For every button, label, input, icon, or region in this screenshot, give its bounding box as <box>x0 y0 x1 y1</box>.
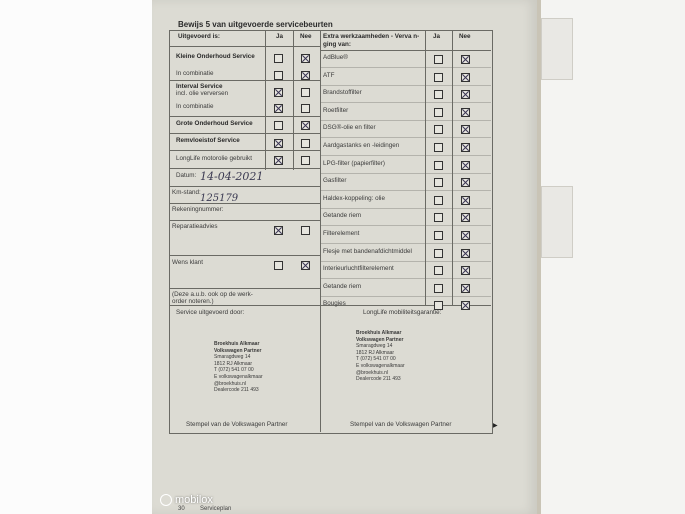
row-line <box>169 186 320 187</box>
extra-row-line <box>320 278 491 279</box>
kmstand-handwritten: 125179 <box>200 193 239 204</box>
extra-row-label: ATF <box>323 71 335 79</box>
extra-row-ja-checkbox[interactable] <box>434 108 443 117</box>
checkbox-interval-nee[interactable] <box>301 88 310 97</box>
left-nee-header: Nee <box>300 33 312 40</box>
note-line2: order noteren.) <box>172 298 214 305</box>
left-nee-divider <box>293 30 294 170</box>
longlife-garantie-label: LongLife mobiliteitsgarantie: <box>363 309 442 316</box>
extra-row-ja-checkbox[interactable] <box>434 90 443 99</box>
extra-row-line <box>320 261 491 262</box>
extra-row-nee-checkbox[interactable] <box>461 284 470 293</box>
reparatieadvies-label: Reparatieadvies <box>172 223 218 230</box>
row-label-interval-service: Interval Service <box>176 83 223 90</box>
stempel-label-right: Stempel van de Volkswagen Partner <box>350 421 452 428</box>
extra-row-ja-checkbox[interactable] <box>434 73 443 82</box>
right-ja-header: Ja <box>433 33 441 40</box>
extra-row-label: DSG®-olie en filter <box>323 124 376 132</box>
extra-row-label: Aardgastanks en -leidingen <box>323 142 400 149</box>
row-line <box>169 133 320 134</box>
stamp-line-8: Dealercode 211 493 <box>214 387 259 394</box>
extra-row-ja-checkbox[interactable] <box>434 125 443 134</box>
row-label-grote-onderhoud: Grote Onderhoud Service <box>176 120 253 127</box>
row-line <box>169 150 320 151</box>
row-label-in-combinatie: In combinatie <box>176 70 214 77</box>
datum-handwritten: 14-04-2021 <box>200 170 264 183</box>
extra-row-nee-checkbox[interactable] <box>461 90 470 99</box>
page-number: 30 <box>178 506 185 512</box>
extra-row-ja-checkbox[interactable] <box>434 55 443 64</box>
extra-row-line <box>320 208 491 209</box>
extra-title-line1: Extra werkzaamheden - Verva n- <box>323 33 420 40</box>
extra-row-line <box>320 296 491 297</box>
extra-title-line2: ging van: <box>323 41 351 48</box>
extra-row-label: Getande riem <box>323 212 362 220</box>
extra-row-ja-checkbox[interactable] <box>434 196 443 205</box>
stamp-line-7: @broekhuis.nl <box>214 380 247 387</box>
extra-row-label: Gasfilter <box>323 177 347 185</box>
extra-row-label: Getande riem <box>323 282 362 290</box>
stamp-line-6: E volkswagenalkmaar <box>214 373 263 380</box>
datum-label: Datum: <box>176 172 197 179</box>
right-nee-divider <box>452 30 453 305</box>
checkbox-longlife-nee[interactable] <box>301 156 310 165</box>
checkbox-rem-nee[interactable] <box>301 139 310 148</box>
extra-row-line <box>320 243 491 244</box>
extra-row-line <box>320 155 491 156</box>
row-line <box>169 168 320 169</box>
extra-row-label: AdBlue® <box>323 54 348 61</box>
extra-row-nee-checkbox[interactable] <box>461 108 470 117</box>
extra-row-ja-checkbox[interactable] <box>434 213 443 222</box>
extra-row-ja-checkbox[interactable] <box>434 266 443 275</box>
extra-row-label: Haldex-koppeling: olie <box>323 194 385 202</box>
extra-row-label: LPG-filter (papierfilter) <box>323 159 385 167</box>
page-heading: Bewijs 5 van uitgevoerde servicebeurten <box>178 20 333 29</box>
stamp-line-8: Dealercode 211 493 <box>356 376 401 383</box>
stamp-line-2: Volkswagen Partner <box>214 347 262 354</box>
extra-row-nee-checkbox[interactable] <box>461 125 470 134</box>
extra-row-line <box>320 85 491 86</box>
next-arrow-icon: ▶ <box>493 423 498 429</box>
extra-row-line <box>320 225 491 226</box>
row-label-interval-sub: incl. olie verversen <box>176 90 229 97</box>
mobilox-logo-icon <box>160 494 172 506</box>
stempel-label-left: Stempel van de Volkswagen Partner <box>186 421 288 428</box>
service-by-label: Service uitgevoerd door: <box>176 309 245 316</box>
stamp-line-3: Smaragdweg 14 <box>356 343 393 350</box>
page-edge <box>537 0 541 514</box>
extra-row-ja-checkbox[interactable] <box>434 143 443 152</box>
watermark <box>160 494 213 506</box>
uitgevoerd-title: Uitgevoerd is: <box>178 33 220 40</box>
stamp-line-5: T (072) 541 07 00 <box>214 367 254 374</box>
extra-row-nee-checkbox[interactable] <box>461 73 470 82</box>
extra-row-nee-checkbox[interactable] <box>461 301 470 310</box>
checkbox-reparatie-ja[interactable] <box>274 226 283 235</box>
checkbox-wens-nee[interactable] <box>301 261 310 270</box>
checkbox-combi2-ja[interactable] <box>274 104 283 113</box>
watermark-text: mobilox <box>175 494 213 506</box>
column-divider <box>320 30 321 432</box>
checkbox-grote-ja[interactable] <box>274 121 283 130</box>
stamp-line-6: E volkswagenalkmaar <box>356 362 405 369</box>
stamp-line-1: Broekhuis Alkmaar <box>214 341 260 347</box>
row-line <box>169 220 320 221</box>
right-nee-header: Nee <box>459 33 471 40</box>
extra-row-line <box>320 102 491 103</box>
extra-row-nee-checkbox[interactable] <box>461 213 470 222</box>
checkbox-grote-nee[interactable] <box>301 121 310 130</box>
extra-row-ja-checkbox[interactable] <box>434 249 443 258</box>
extra-row-nee-checkbox[interactable] <box>461 161 470 170</box>
extra-row-label: Interieurluchtfilterelement <box>323 265 394 273</box>
extra-row-line <box>320 67 491 68</box>
row-line <box>169 203 320 204</box>
extra-row-nee-checkbox[interactable] <box>461 143 470 152</box>
row-line <box>320 50 491 51</box>
stamp-line-3: Smaragdweg 14 <box>214 354 251 361</box>
extra-row-line <box>320 137 491 138</box>
stamp-line-7: @broekhuis.nl <box>356 369 389 376</box>
left-ja-header: Ja <box>276 33 284 40</box>
checkbox-kleine-ja[interactable] <box>274 54 283 63</box>
checkbox-combi1-nee[interactable] <box>301 71 310 80</box>
checkbox-combi1-ja[interactable] <box>274 71 283 80</box>
extra-row-ja-checkbox[interactable] <box>434 178 443 187</box>
extra-row-nee-checkbox[interactable] <box>461 266 470 275</box>
dealer-stamp-left <box>214 341 263 394</box>
extra-row-label: Filterelement <box>323 230 360 237</box>
right-ja-divider <box>425 30 426 305</box>
row-line <box>169 288 320 289</box>
left-ja-divider <box>265 30 266 170</box>
adjacent-page-fragment <box>541 18 573 80</box>
extra-row-nee-checkbox[interactable] <box>461 249 470 258</box>
row-label-remvloeistof: Remvloeistof Service <box>176 137 240 144</box>
checkbox-rem-ja[interactable] <box>274 139 283 148</box>
row-line <box>169 80 320 81</box>
kmstand-label: Km-stand: <box>172 189 201 196</box>
extra-row-ja-checkbox[interactable] <box>434 161 443 170</box>
rekeningnummer-label: Rekeningnummer: <box>172 206 224 213</box>
extra-row-label: Brandstoffilter <box>323 89 362 97</box>
footer-label: Serviceplan <box>200 506 232 512</box>
dealer-stamp-right <box>356 330 405 383</box>
stamp-line-4: 1812 RJ Alkmaar <box>356 349 395 356</box>
stamp-line-5: T (072) 541 07 00 <box>356 356 396 363</box>
row-line <box>169 255 320 256</box>
extra-row-label: Roetfilter <box>323 106 349 114</box>
extra-row-ja-checkbox[interactable] <box>434 231 443 240</box>
checkbox-combi2-nee[interactable] <box>301 104 310 113</box>
extra-row-nee-checkbox[interactable] <box>461 231 470 240</box>
checkbox-wens-ja[interactable] <box>274 261 283 270</box>
extra-row-ja-checkbox[interactable] <box>434 284 443 293</box>
checkbox-reparatie-nee[interactable] <box>301 226 310 235</box>
checkbox-interval-ja[interactable] <box>274 88 283 97</box>
adjacent-page-fragment-2 <box>541 186 573 258</box>
wens-klant-label: Wens klant <box>172 259 204 266</box>
extra-row-line <box>320 120 491 121</box>
row-label-in-combinatie-2: In combinatie <box>176 103 214 110</box>
checkbox-kleine-nee[interactable] <box>301 54 310 63</box>
checkbox-longlife-ja[interactable] <box>274 156 283 165</box>
extra-row-label: Bougies <box>323 300 346 308</box>
background-left <box>0 0 152 514</box>
row-label-kleine-onderhoud: Kleine Onderhoud Service <box>176 53 255 60</box>
extra-row-nee-checkbox[interactable] <box>461 196 470 205</box>
extra-row-nee-checkbox[interactable] <box>461 55 470 64</box>
row-label-longlife-olie: LongLife motorolie gebruikt <box>176 155 252 162</box>
extra-row-label: Flesje met bandenafdichtmiddel <box>323 247 412 255</box>
stamp-line-1: Broekhuis Alkmaar <box>356 330 402 336</box>
note-line1: (Deze a.u.b. ook op de werk- <box>172 291 253 298</box>
extra-row-line <box>320 173 491 174</box>
row-line <box>169 116 320 117</box>
stamp-line-2: Volkswagen Partner <box>356 336 404 343</box>
extra-row-nee-checkbox[interactable] <box>461 178 470 187</box>
extra-row-line <box>320 190 491 191</box>
stamp-line-4: 1812 RJ Alkmaar <box>214 360 253 367</box>
row-line <box>169 46 320 47</box>
